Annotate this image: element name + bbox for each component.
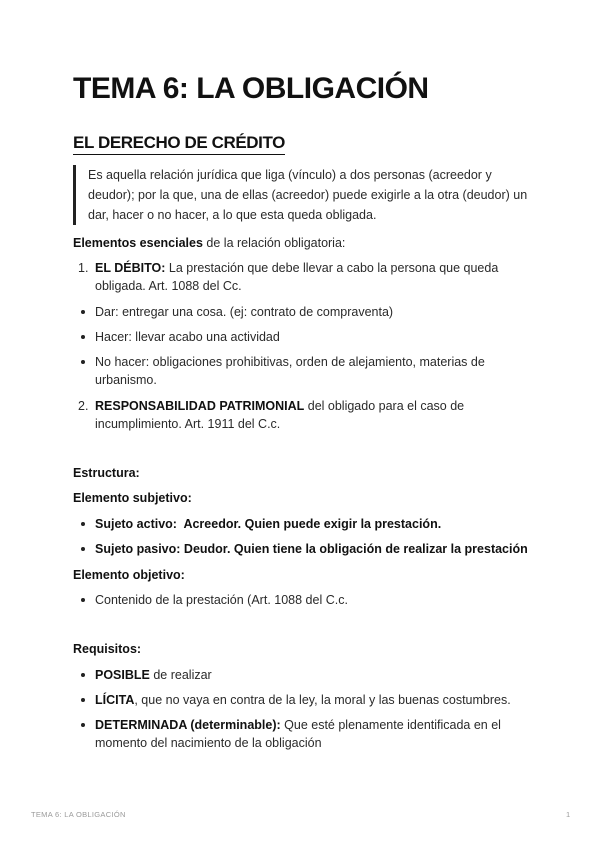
bullet-dot xyxy=(81,522,85,526)
requisito-rest: Que esté plenamente identificada en el momento del nacimiento de la obligación xyxy=(95,718,501,750)
list-item-contenido xyxy=(95,591,535,609)
requisito-bold: DETERMINADA (determinable): xyxy=(95,718,281,732)
elementos-bold: Elementos esenciales xyxy=(73,236,203,250)
bullet-dot xyxy=(81,310,85,314)
requisito-bold: LÍCITA xyxy=(95,693,135,707)
list-number: 2. xyxy=(78,399,89,413)
elemento-objetivo-heading: Elemento objetivo: xyxy=(73,568,185,582)
list-item-sujeto-pasivo xyxy=(95,540,535,558)
list-item-determinada xyxy=(95,716,535,752)
sujeto-label: Sujeto pasivo: xyxy=(95,542,181,556)
bullet-dot xyxy=(81,698,85,702)
bullet-dot xyxy=(81,547,85,551)
responsabilidad-rest: del obligado para el caso de incumplimiento. Art. 1911 del C.c. xyxy=(95,399,465,431)
requisito-bold: POSIBLE xyxy=(95,668,150,682)
list-item-debito xyxy=(78,259,535,295)
requisito-rest: , que no vaya en contra de la ley, la moral y las buenas costumbres. xyxy=(134,693,511,707)
debito-rest: La prestación que debe llevar a cabo la persona que queda obligada. Art. 1088 del Cc. xyxy=(95,261,499,293)
elementos-rest: de la relación obligatoria: xyxy=(202,236,346,250)
list-item-text: Hacer: llevar acabo una actividad xyxy=(95,330,280,344)
list-item-responsabilidad xyxy=(78,397,535,433)
bullet-dot xyxy=(81,335,85,339)
list-item-no-hacer xyxy=(95,353,535,389)
list-item-hacer xyxy=(95,328,535,346)
list-item-dar xyxy=(95,303,535,321)
sujeto-text: Deudor. Quien tiene la obligación de realizar la prestación xyxy=(180,542,528,556)
list-item-licita xyxy=(95,691,535,709)
list-item-posible xyxy=(95,666,535,684)
elemento-subjetivo-heading: Elemento subjetivo: xyxy=(73,491,192,505)
list-item-text: Dar: entregar una cosa. (ej: contrato de compraventa) xyxy=(95,305,394,319)
elementos-heading xyxy=(73,234,345,252)
footer-title: TEMA 6: LA OBLIGACIÓN xyxy=(31,810,126,819)
estructura-heading: Estructura: xyxy=(73,466,140,480)
page-title: TEMA 6: LA OBLIGACIÓN xyxy=(73,72,429,105)
sujeto-text: Acreedor. Quien puede exigir la prestación. xyxy=(176,517,442,531)
bullet-dot xyxy=(81,360,85,364)
requisitos-heading: Requisitos: xyxy=(73,642,142,656)
sujeto-label: Sujeto activo: xyxy=(95,517,177,531)
list-number: 1. xyxy=(78,261,89,275)
list-item-sujeto-activo xyxy=(95,515,535,533)
list-item-text: Contenido de la prestación (Art. 1088 del C.c. xyxy=(95,593,348,607)
definition-quote: Es aquella relación jurídica que liga (vínculo) a dos personas (acreedor y deudor); por la que, una de ellas (acreedor) puede exigirle a la otra (deudor) un dar, hacer o no hacer, a lo que esta queda obligada. xyxy=(73,165,538,225)
bullet-dot xyxy=(81,723,85,727)
responsabilidad-bold: RESPONSABILIDAD PATRIMONIAL xyxy=(95,399,305,413)
debito-bold: EL DÉBITO: xyxy=(95,261,166,275)
list-item-text: No hacer: obligaciones prohibitivas, orden de alejamiento, materias de urbanismo. xyxy=(95,355,485,387)
bullet-dot xyxy=(81,598,85,602)
requisito-rest: de realizar xyxy=(149,668,212,682)
bullet-dot xyxy=(81,673,85,677)
page-number: 1 xyxy=(566,810,571,819)
section-title: EL DERECHO DE CRÉDITO xyxy=(73,133,285,155)
